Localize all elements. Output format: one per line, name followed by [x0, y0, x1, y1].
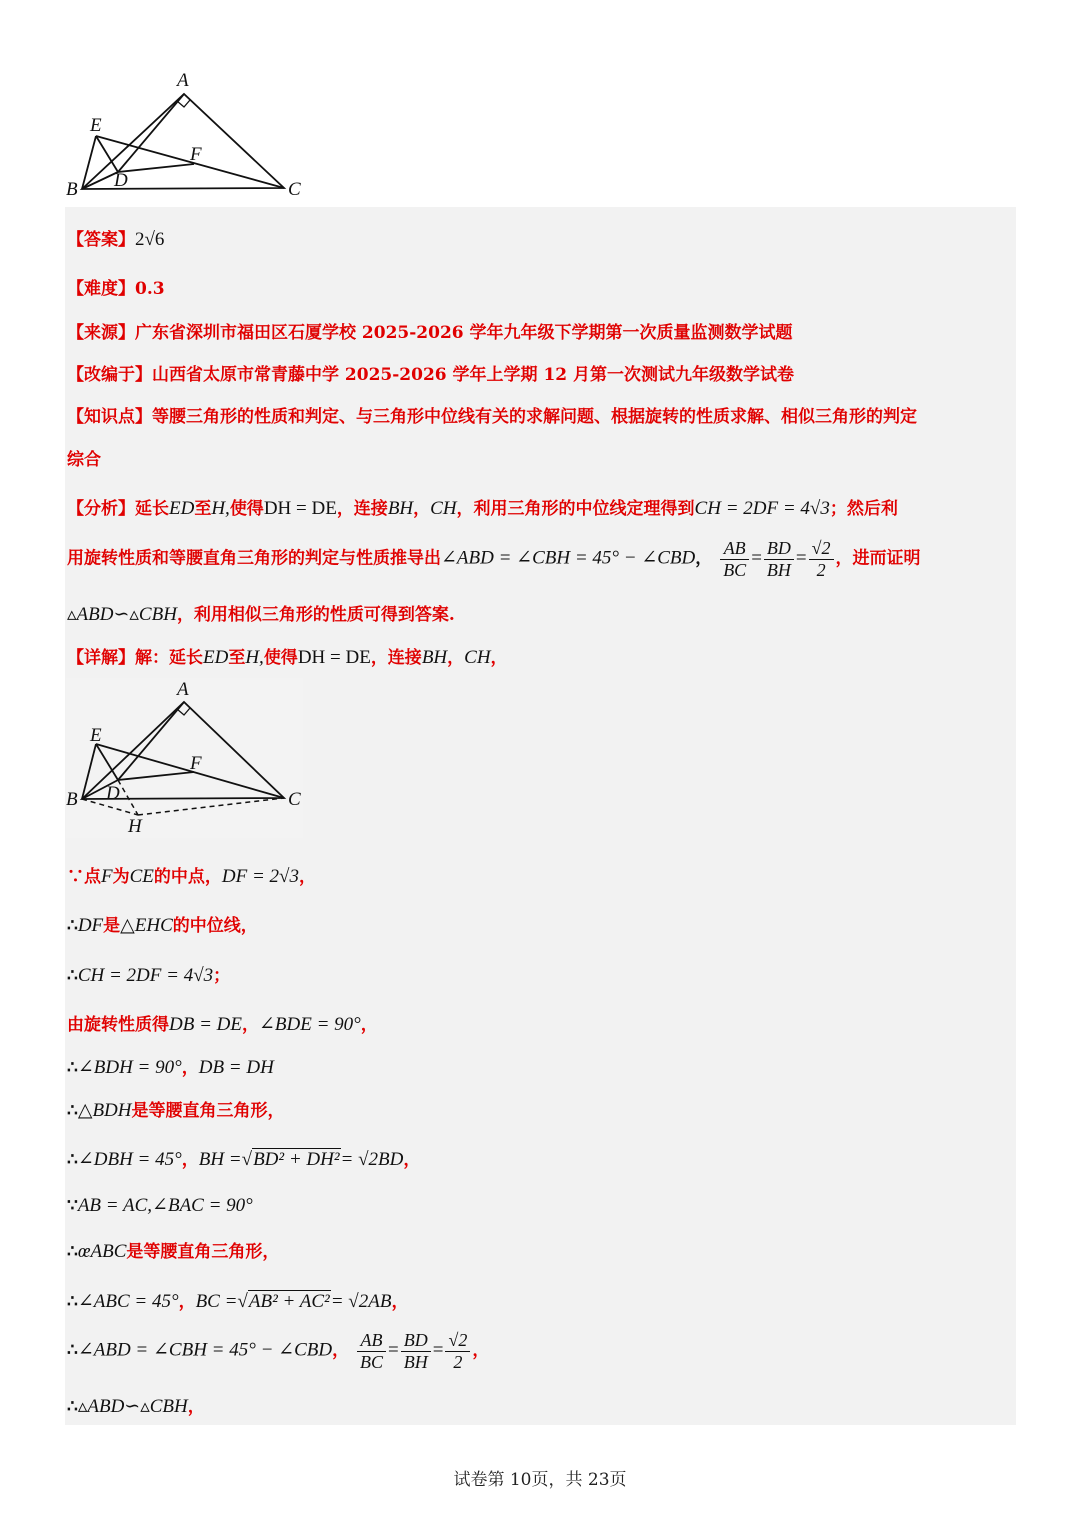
math: △BDH	[77, 1100, 132, 1121]
fraction-root2-2	[445, 1330, 470, 1372]
equals: =	[432, 1339, 444, 1361]
math: BC =	[195, 1291, 238, 1312]
text: ；	[213, 966, 231, 986]
math: CE	[129, 866, 154, 887]
text: ，连接	[370, 648, 422, 668]
text: ，	[181, 1058, 199, 1078]
difficulty-value: 0.3	[135, 279, 165, 299]
text: 使得	[263, 648, 298, 668]
text: 的中点，	[153, 867, 222, 887]
analysis-line-2: 用旋转性质和等腰直角三角形的判定与性质推导出∠ABD = ∠CBH = 45° − ∠CBD， $\frac{AB}{BC}$ = $\frac{BD}{BH}$ = $\frac{√2}{2}$ ，进而证明	[67, 538, 921, 580]
math: DF	[77, 915, 104, 936]
math: CH	[464, 647, 491, 668]
numerator: BD	[401, 1330, 431, 1352]
step-4	[67, 1010, 378, 1036]
step-2	[67, 911, 258, 937]
math: CH = 2DF = 4√3	[694, 498, 830, 519]
label-E: E	[90, 115, 102, 136]
math: ∠ABD = ∠CBH = 45° − ∠CBD	[77, 1339, 333, 1361]
fraction-bd-bh	[764, 538, 794, 580]
text: ，	[181, 1150, 199, 1170]
step-1	[67, 862, 316, 888]
math: ∠ABD = ∠CBH = 45° − ∠CBD	[441, 547, 696, 569]
detail-tag: 【详解】	[67, 648, 135, 668]
text: ∵点	[67, 867, 101, 887]
step-7: ∴∠DBH = 45°，BH =√BD² + DH²= √2BD，	[67, 1149, 421, 1170]
label-E: E	[90, 725, 102, 746]
label-D: D	[114, 170, 128, 191]
numerator: √2	[809, 538, 834, 560]
denominator: 2	[816, 559, 826, 580]
math: ED	[169, 498, 195, 519]
fraction-ab-bc	[357, 1330, 386, 1372]
math: BH	[387, 498, 414, 519]
numerator: AB	[357, 1330, 386, 1352]
math: ▵ABD∽▵CBH	[67, 604, 177, 625]
math: △EHC	[120, 915, 173, 936]
math: ∠ABC = 45°	[77, 1291, 179, 1312]
text: 使得	[229, 499, 264, 519]
math: DB = DE	[169, 1014, 242, 1035]
answer-line	[67, 225, 164, 251]
adapted-line	[67, 360, 794, 385]
analysis-line-3	[67, 600, 455, 626]
equals: =	[751, 547, 762, 569]
math: DH = DE	[263, 498, 337, 519]
denominator: 2	[453, 1351, 463, 1372]
step-10: ∴∠ABC = 45°，BC =√AB² + AC²= √2AB，	[67, 1291, 409, 1312]
label-D: D	[106, 783, 120, 804]
therefore: ∴	[67, 1292, 78, 1312]
knowledge-text: 等腰三角形的性质和判定、与三角形中位线有关的求解问题、根据旋转的性质求解、相似三角形的判定	[152, 407, 917, 427]
step-12	[67, 1392, 205, 1418]
equals: =	[795, 547, 807, 569]
math: = √2BD	[340, 1149, 404, 1170]
label-B: B	[66, 789, 78, 810]
text: 至	[194, 499, 212, 519]
text: ，利用三角形的中位线定理得到	[456, 499, 695, 519]
knowledge-text-cont: 综合	[67, 450, 101, 470]
fraction-bd-bh	[401, 1330, 431, 1372]
text: ；然后利	[829, 499, 898, 519]
source-text: 广东省深圳市福田区石厦学校 2025-2026 学年九年级下学期第一次质量监测数学试题	[135, 323, 793, 343]
text: ，	[403, 1150, 421, 1170]
step-3	[67, 961, 230, 987]
math: ▵ABD∽▵CBH	[77, 1396, 188, 1417]
denominator: BC	[723, 559, 747, 580]
label-A: A	[177, 679, 189, 700]
therefore: ∴	[67, 916, 78, 936]
text: 是等腰直角三角形，	[126, 1242, 280, 1262]
math: AB = AC,	[77, 1195, 153, 1216]
text: 由旋转性质得	[67, 1015, 169, 1035]
text: 为	[112, 867, 130, 887]
detail-line	[67, 643, 508, 669]
math: œABC	[77, 1241, 127, 1262]
denominator: BC	[360, 1351, 384, 1372]
text: ，	[187, 1397, 205, 1417]
text: ，利用相似三角形的性质可得到答案.	[176, 605, 455, 625]
radicand: AB² + AC²	[248, 1291, 330, 1312]
label-F: F	[190, 753, 202, 774]
math: ED	[203, 647, 229, 668]
label-H: H	[128, 816, 142, 837]
math: BH	[421, 647, 448, 668]
numerator: BD	[764, 538, 794, 560]
step-6	[67, 1096, 285, 1122]
math: CH = 2DF = 4√3	[77, 965, 214, 986]
answer-tag: 【答案】	[67, 230, 135, 250]
math: ∠BDH = 90°	[77, 1057, 182, 1078]
therefore: ∴	[67, 1397, 78, 1417]
adapted-text: 山西省太原市常青藤中学 2025-2026 学年上学期 12 月第一次测试九年级数学试卷	[152, 365, 795, 385]
text: ，连接	[336, 499, 388, 519]
math: H,	[211, 498, 230, 519]
math: ∠BAC = 90°	[152, 1195, 253, 1216]
therefore: ∴	[67, 966, 78, 986]
text: ，	[391, 1292, 409, 1312]
fraction-ab-bc	[720, 538, 749, 580]
therefore: ∴	[67, 1340, 78, 1361]
knowledge-tag: 【知识点】	[67, 407, 152, 427]
text: ，	[413, 499, 431, 519]
analysis-tag: 【分析】	[67, 499, 135, 519]
adapted-tag: 【改编于】	[67, 365, 152, 385]
step-9	[67, 1237, 279, 1263]
text: ，	[178, 1292, 196, 1312]
knowledge-line-2	[67, 445, 101, 470]
text: 是等腰直角三角形，	[131, 1101, 285, 1121]
text: 用旋转性质和等腰直角三角形的判定与性质推导出	[67, 548, 441, 569]
source-line	[67, 318, 793, 343]
label-A: A	[177, 70, 189, 91]
text: ，	[360, 1015, 378, 1035]
step-8	[67, 1194, 253, 1217]
because: ∵	[67, 1196, 78, 1216]
numerator: AB	[720, 538, 749, 560]
label-C: C	[288, 789, 301, 810]
triangle-figure-1	[60, 68, 310, 203]
therefore: ∴	[67, 1101, 78, 1121]
therefore: ∴	[67, 1242, 78, 1262]
math: CH	[430, 498, 457, 519]
math: DF = 2√3	[221, 866, 299, 887]
text: 的中位线，	[172, 916, 258, 936]
text: ，	[447, 648, 465, 668]
difficulty-tag: 【难度】	[67, 279, 135, 299]
numerator: √2	[445, 1330, 470, 1352]
triangle-figure-2	[66, 678, 303, 838]
label-C: C	[288, 179, 301, 200]
radicand: BD² + DH²	[253, 1149, 340, 1170]
text: 至	[228, 648, 246, 668]
page-footer: 试卷第 10页，共 23页	[453, 1470, 627, 1490]
denominator: BH	[766, 559, 791, 580]
math: ∠BDE = 90°	[258, 1014, 361, 1035]
text: ，	[298, 867, 316, 887]
analysis-line-1	[67, 494, 898, 520]
fraction-root2-2	[809, 538, 834, 580]
text: ，进而证明	[835, 548, 921, 569]
math: BH =	[198, 1149, 242, 1170]
equals: =	[388, 1339, 399, 1361]
knowledge-line	[67, 402, 917, 427]
math: DB = DH	[198, 1057, 274, 1078]
math: = √2AB	[330, 1291, 392, 1312]
text: 解：延长	[135, 648, 203, 668]
text: 是	[103, 916, 121, 936]
therefore: ∴	[67, 1058, 78, 1078]
label-F: F	[190, 144, 202, 165]
step-11	[67, 1330, 489, 1372]
answer-value: 2√6	[135, 229, 165, 250]
text: ，	[472, 1340, 490, 1361]
label-B: B	[66, 179, 78, 200]
source-tag: 【来源】	[67, 323, 135, 343]
math: F	[101, 866, 113, 887]
therefore: ∴	[67, 1150, 78, 1170]
text: ，	[490, 648, 508, 668]
denominator: BH	[403, 1351, 428, 1372]
math: ∠DBH = 45°	[77, 1149, 182, 1170]
text: 延长	[135, 499, 169, 519]
text: ，	[332, 1340, 350, 1361]
math: H,	[245, 647, 264, 668]
difficulty-line	[67, 274, 165, 299]
math: DH = DE	[297, 647, 371, 668]
step-5	[67, 1053, 274, 1079]
text: ，	[241, 1015, 259, 1035]
